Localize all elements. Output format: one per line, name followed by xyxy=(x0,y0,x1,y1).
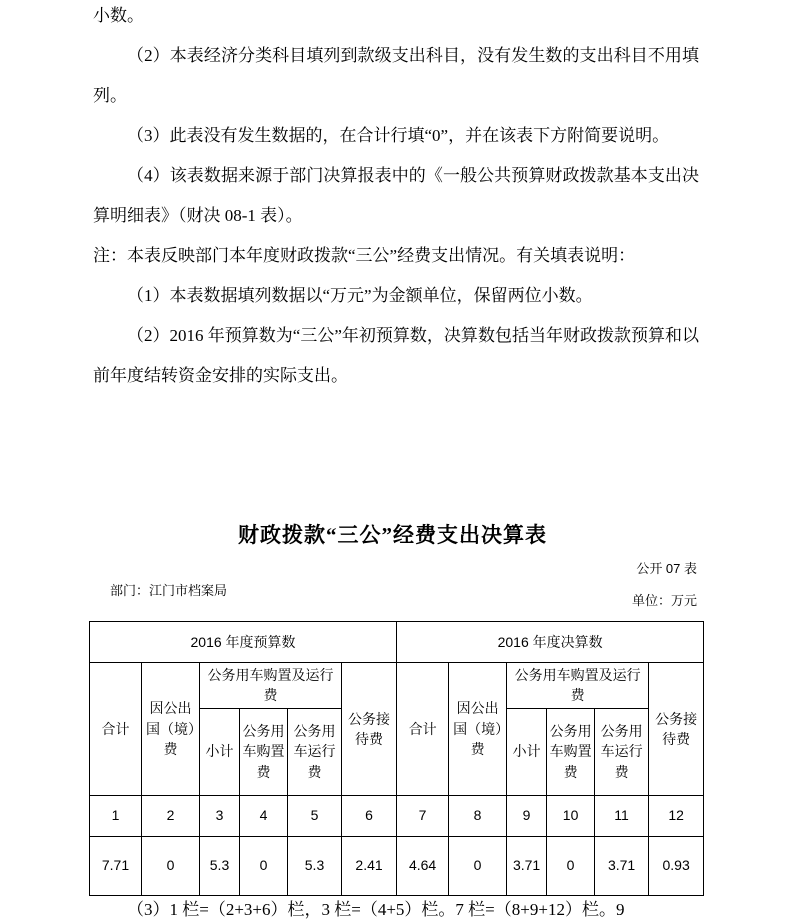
note-continuation-line: 小数。 xyxy=(93,6,144,25)
value-subtotal-final: 3.71 xyxy=(507,836,547,895)
note-paragraph-3: （3）此表没有发生数据的，在合计行填“0”，并在该表下方附简要说明。 xyxy=(127,126,670,145)
column-number-10: 10 xyxy=(547,795,595,836)
column-number-3: 3 xyxy=(200,795,240,836)
column-number-11: 11 xyxy=(595,795,649,836)
value-vehicle-operation-final: 3.71 xyxy=(595,836,649,895)
value-vehicle-purchase-budget: 0 xyxy=(240,836,288,895)
header-vehicle-group-final: 公务用车购置及运行费 xyxy=(507,663,649,709)
group-header-budget: 2016 年度预算数 xyxy=(90,622,397,663)
note-paragraph-4: （4）该表数据来源于部门决算报表中的《一般公共预算财政拨款基本支出决算明细表》（财决 08-1 表）。 xyxy=(93,166,699,225)
header-total-final: 合计 xyxy=(397,663,449,796)
value-vehicle-purchase-final: 0 xyxy=(547,836,595,895)
header-subtotal-budget: 小计 xyxy=(200,708,240,795)
value-abroad-budget: 0 xyxy=(142,836,200,895)
value-total-budget: 7.71 xyxy=(90,836,142,895)
header-vehicle-group-budget: 公务用车购置及运行费 xyxy=(200,663,342,709)
header-vehicle-operation-budget: 公务用车运行费 xyxy=(288,708,342,795)
value-abroad-final: 0 xyxy=(449,836,507,895)
table-title: 财政拨款“三公”经费支出决算表 xyxy=(238,523,547,547)
column-number-5: 5 xyxy=(288,795,342,836)
column-number-1: 1 xyxy=(90,795,142,836)
header-vehicle-purchase-final: 公务用车购置费 xyxy=(547,708,595,795)
group-header-final: 2016 年度决算数 xyxy=(397,622,704,663)
note-paragraph-6: （2）2016 年预算数为“三公”年初预算数，决算数包括当年财政拨款预算和以前年度结转资金安排的实际支出。 xyxy=(93,326,699,385)
column-number-4: 4 xyxy=(240,795,288,836)
column-number-9: 9 xyxy=(507,795,547,836)
header-vehicle-operation-final: 公务用车运行费 xyxy=(595,708,649,795)
unit-label: 单位：万元 xyxy=(631,593,697,608)
header-reception-budget: 公务接待费 xyxy=(342,663,397,796)
department-label: 部门：江门市档案局 xyxy=(110,583,228,598)
header-vehicle-purchase-budget: 公务用车购置费 xyxy=(240,708,288,795)
header-abroad-final: 因公出国（境）费 xyxy=(449,663,507,796)
value-reception-final: 0.93 xyxy=(649,836,704,895)
value-total-final: 4.64 xyxy=(397,836,449,895)
value-reception-budget: 2.41 xyxy=(342,836,397,895)
column-number-2: 2 xyxy=(142,795,200,836)
note-paragraph-2: （2）本表经济分类科目填列到款级支出科目，没有发生数的支出科目不用填列。 xyxy=(93,46,699,105)
notes-section xyxy=(93,0,699,396)
header-reception-final: 公务接待费 xyxy=(649,663,704,796)
form-code-label: 公开 07 表 xyxy=(636,561,697,576)
header-subtotal-final: 小计 xyxy=(507,708,547,795)
header-total-budget: 合计 xyxy=(90,663,142,796)
note-paragraph-5: （1）本表数据填列数据以“万元”为金额单位，保留两位小数。 xyxy=(127,286,593,305)
note-bottom-line: （3）1 栏=（2+3+6）栏，3 栏=（4+5）栏。7 栏=（8+9+12）栏。9 xyxy=(127,900,625,919)
column-number-12: 12 xyxy=(649,795,704,836)
column-number-8: 8 xyxy=(449,795,507,836)
column-number-6: 6 xyxy=(342,795,397,836)
note-header-line: 注：本表反映部门本年度财政拨款“三公”经费支出情况。有关填表说明： xyxy=(93,246,636,265)
san-gong-expense-table xyxy=(89,621,704,896)
value-subtotal-budget: 5.3 xyxy=(200,836,240,895)
column-number-7: 7 xyxy=(397,795,449,836)
value-vehicle-operation-budget: 5.3 xyxy=(288,836,342,895)
header-abroad-budget: 因公出国（境）费 xyxy=(142,663,200,796)
